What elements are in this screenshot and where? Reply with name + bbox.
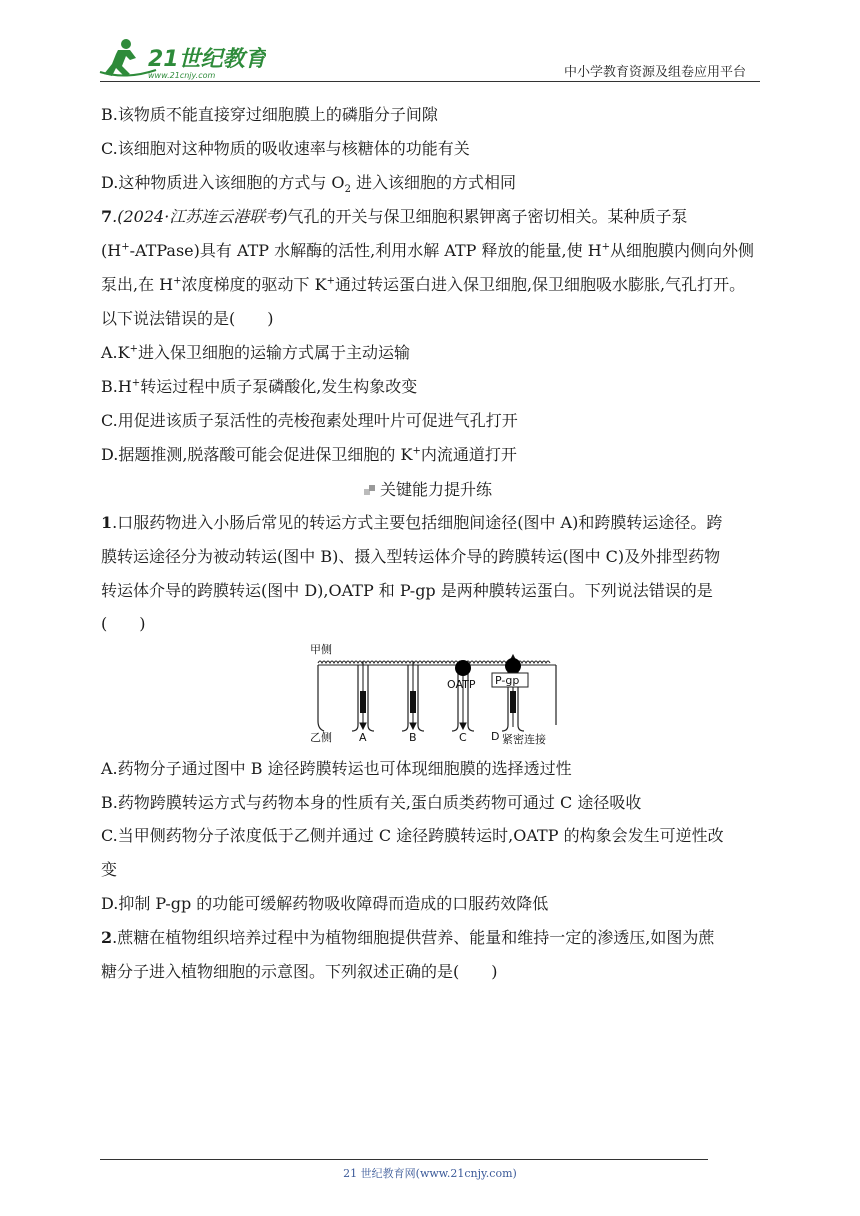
q1-line4: ( ) [101, 614, 146, 633]
q1-option-d: D.抑制 P-gp 的功能可缓解药物吸收障碍而造成的口服药效降低 [101, 894, 549, 913]
label-c: C [459, 731, 467, 744]
section-icon [364, 485, 376, 495]
q7-option-b: B.H+转运过程中质子泵磷酸化,发生构象改变 [101, 377, 418, 396]
label-a: A [359, 731, 367, 744]
label-yi: 乙侧 [310, 731, 332, 744]
q7-line1: 7.(2024·江苏连云港联考)气孔的开关与保卫细胞积累钾离子密切相关。某种质子泵 [101, 207, 688, 226]
header-platform-name: 中小学教育资源及组卷应用平台 [564, 65, 747, 80]
prev-option-d: D.这种物质进入该细胞的方式与 $O_2$ 进入该细胞的方式相同 [101, 173, 517, 196]
q7-line2: (H+-ATPase)具有 ATP 水解酶的活性,利用水解 ATP 释放的能量,使 H+从细胞膜内侧向外侧 [101, 241, 755, 260]
q1-number: 1 [101, 513, 113, 532]
q7-option-d: D.据题推测,脱落酸可能会促进保卫细胞的 K+内流通道打开 [101, 445, 517, 464]
footer-link[interactable]: 21 世纪教育网(www.21cnjy.com) [343, 1167, 517, 1180]
label-d: D [491, 730, 500, 743]
q2-line1: 2.蔗糖在植物组织培养过程中为植物细胞提供营养、能量和维持一定的渗透压,如图为蔗 [101, 928, 715, 947]
site-logo [96, 36, 266, 80]
label-oatp: OATP [447, 678, 476, 691]
q1-line3: 转运体介导的跨膜转运(图中 D),OATP 和 P-gp 是两种膜转运蛋白。下列说法错误的是 [101, 581, 713, 600]
label-junction: 紧密连接 [502, 733, 546, 746]
q7-option-c: C.用促进该质子泵活性的壳梭孢素处理叶片可促进气孔打开 [101, 411, 518, 430]
q1-line2: 膜转运途径分为被动转运(图中 B)、摄入型转运体介导的跨膜转运(图中 C)及外排型药物 [101, 547, 721, 566]
logo-url: www.21cnjy.com [148, 71, 216, 80]
header-divider [100, 81, 760, 82]
label-jia: 甲侧 [310, 643, 332, 656]
q7-option-a: A.K+进入保卫细胞的运输方式属于主动运输 [101, 343, 410, 362]
q7-number: 7 [101, 207, 113, 226]
q7-line3: 泵出,在 H+浓度梯度的驱动下 K+通过转运蛋白进入保卫细胞,保卫细胞吸水膨胀,气孔打开。 [101, 275, 746, 294]
q1-option-a: A.药物分子通过图中 B 途径跨膜转运也可体现细胞膜的选择透过性 [101, 759, 572, 778]
transport-diagram [304, 641, 562, 747]
prev-option-c: C.该细胞对这种物质的吸收速率与核糖体的功能有关 [101, 139, 470, 158]
section-title: 关键能力提升练 [364, 479, 492, 501]
q7-source: .(2024·江苏连云港联考) [112, 207, 288, 226]
footer-divider [100, 1159, 708, 1160]
prev-option-b: B.该物质不能直接穿过细胞膜上的磷脂分子间隙 [101, 105, 438, 124]
label-b: B [409, 731, 417, 744]
q1-line1: 1.口服药物进入小肠后常见的转运方式主要包括细胞间途径(图中 A)和跨膜转运途径。跨 [101, 513, 723, 532]
label-pgp: P-gp [495, 674, 520, 687]
logo-text: 21世纪教育 [148, 47, 266, 72]
q2-line2: 糖分子进入植物细胞的示意图。下列叙述正确的是( ) [101, 962, 498, 981]
q1-option-c-line1: C.当甲侧药物分子浓度低于乙侧并通过 C 途径跨膜转运时,OATP 的构象会发生可逆性改 [101, 826, 724, 845]
q1-option-c-line2: 变 [101, 860, 118, 879]
q2-number: 2 [101, 928, 113, 947]
q1-option-b: B.药物跨膜转运方式与药物本身的性质有关,蛋白质类药物可通过 C 途径吸收 [101, 793, 642, 812]
q7-line4: 以下说法错误的是( ) [101, 309, 274, 328]
